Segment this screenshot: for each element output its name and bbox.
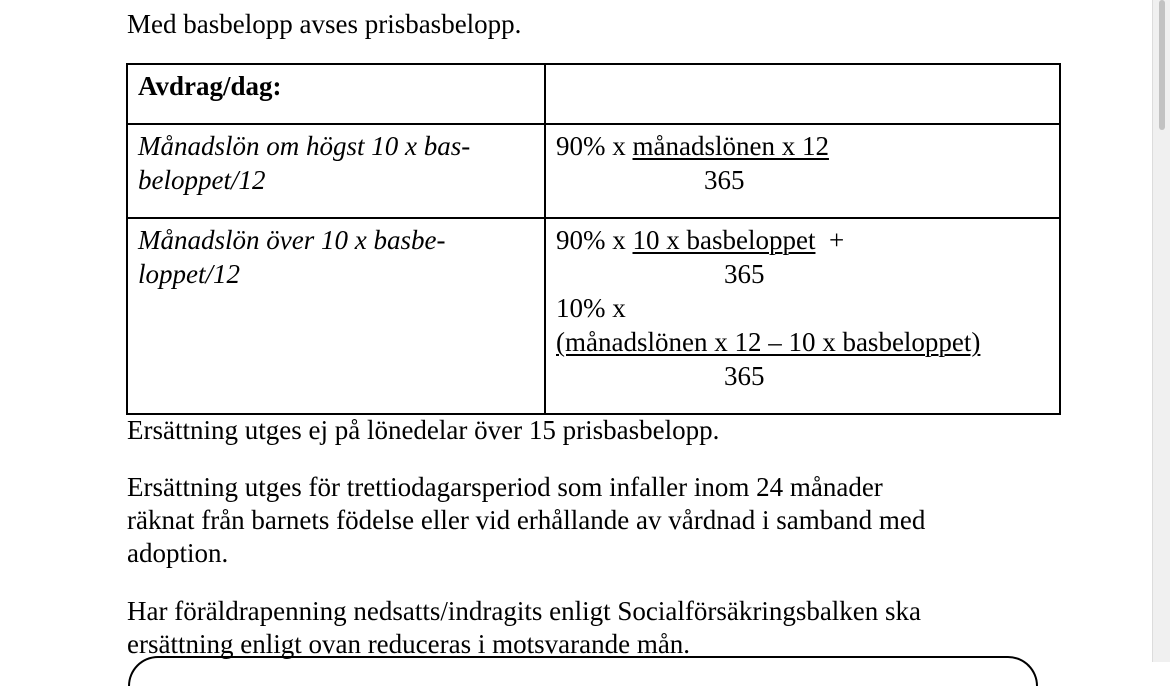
paragraph-max-benefit bbox=[127, 414, 1137, 447]
row2-condition-cell bbox=[127, 218, 545, 414]
row2-formula-a-numerator: 10 x basbeloppet bbox=[632, 225, 816, 255]
header-cell-left bbox=[127, 64, 545, 124]
paragraph-line: räknat från barnets födelse eller vid erhållande av vårdnad i samband med bbox=[127, 505, 926, 535]
row2-formula-a-line bbox=[556, 223, 1049, 257]
row2-condition-line-1: Månadslön över 10 x basbe- bbox=[138, 225, 446, 255]
row1-formula-line bbox=[556, 129, 1049, 163]
row2-formula-b-line bbox=[556, 325, 1049, 359]
scrollbar-track[interactable] bbox=[1157, 0, 1166, 662]
deduction-table bbox=[126, 63, 1061, 415]
row1-formula-prefix: 90% x bbox=[556, 131, 633, 161]
table-row bbox=[127, 218, 1060, 414]
row1-condition-line-2: beloppet/12 bbox=[138, 165, 266, 195]
row1-condition-line-1: Månadslön om högst 10 x bas- bbox=[138, 131, 471, 161]
row2-formula-b-denominator: 365 bbox=[724, 361, 765, 391]
intro-text: Med basbelopp avses prisbasbelopp. bbox=[127, 9, 522, 39]
paragraph-line: adoption. bbox=[127, 538, 229, 568]
row1-formula-denominator: 365 bbox=[704, 165, 745, 195]
table-row bbox=[127, 124, 1060, 218]
rounded-box-edge bbox=[128, 656, 1038, 686]
row2-formula-b-numerator: (månadslönen x 12 – 10 x basbeloppet) bbox=[556, 327, 981, 357]
row2-formula-b-prefix: 10% x bbox=[556, 293, 626, 323]
table-header-row bbox=[127, 64, 1060, 124]
row2-formula-a-denominator: 365 bbox=[724, 259, 765, 289]
row2-formula-a-suffix: + bbox=[828, 225, 845, 255]
paragraph-line: Ersättning utges ej på lönedelar över 15 prisbasbelopp. bbox=[127, 415, 720, 445]
row1-condition-cell bbox=[127, 124, 545, 218]
row1-formula-numerator: månadslönen x 12 bbox=[632, 131, 829, 161]
header-cell-right bbox=[545, 64, 1060, 124]
paragraph-line: Har föräldrapenning nedsatts/indragits enligt Socialförsäkringsbalken ska bbox=[127, 596, 922, 626]
paragraph-period bbox=[127, 471, 1137, 570]
row1-formula-cell bbox=[545, 124, 1060, 218]
table-header-label: Avdrag/dag: bbox=[138, 71, 282, 101]
paragraph-line: Ersättning utges för trettiodagarsperiod som infaller inom 24 månader bbox=[127, 472, 883, 502]
vertical-scrollbar[interactable] bbox=[1152, 0, 1170, 662]
scrollbar-thumb[interactable] bbox=[1159, 0, 1165, 130]
row2-condition-line-2: loppet/12 bbox=[138, 259, 240, 289]
paragraph-line: ersättning enligt ovan reduceras i motsvarande mån. bbox=[127, 629, 691, 659]
row2-formula-cell bbox=[545, 218, 1060, 414]
paragraph-reduction bbox=[127, 595, 1137, 661]
row2-formula-a-prefix: 90% x bbox=[556, 225, 633, 255]
